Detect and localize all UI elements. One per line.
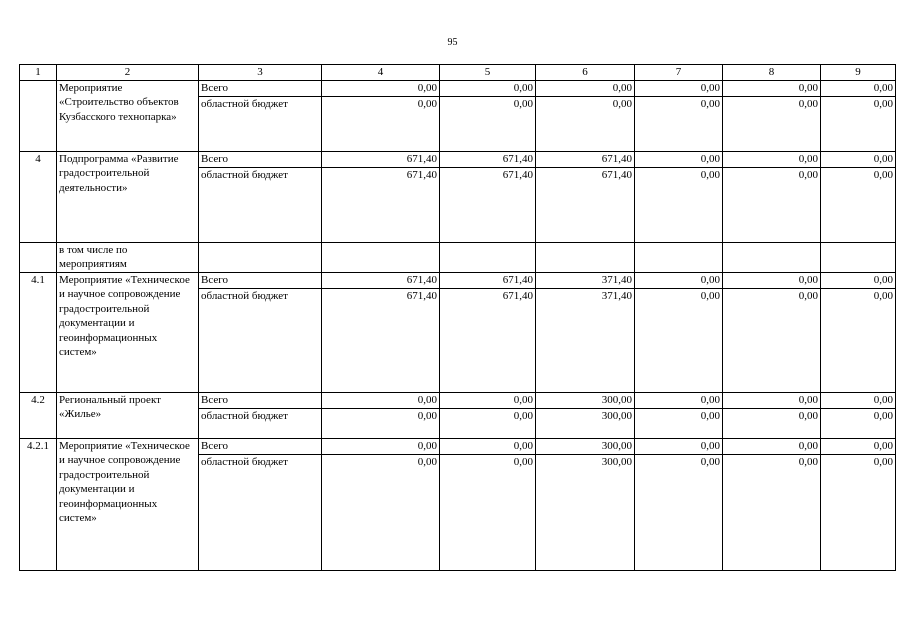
table-row — [20, 80, 896, 96]
funding-source: Всего — [199, 151, 322, 167]
page-number: 95 — [447, 37, 458, 48]
column-header: 2 — [57, 65, 199, 81]
value-cell: 0,00 — [723, 96, 821, 151]
value-cell: 671,40 — [440, 288, 536, 392]
column-header: 7 — [635, 65, 723, 81]
row-name: Мероприятие «Строительство объектов Кузбасского технопарка» — [57, 80, 199, 151]
row-code — [20, 242, 57, 272]
row-code: 4 — [20, 151, 57, 242]
value-cell: 0,00 — [723, 151, 821, 167]
value-cell: 0,00 — [440, 80, 536, 96]
value-cell: 0,00 — [723, 272, 821, 288]
value-cell: 0,00 — [723, 392, 821, 408]
value-cell: 0,00 — [322, 392, 440, 408]
table-row — [20, 438, 896, 454]
value-cell: 0,00 — [821, 151, 896, 167]
table-row — [20, 392, 896, 408]
value-cell: 300,00 — [536, 408, 635, 438]
empty-cell — [536, 242, 635, 272]
row-name: в том числе по мероприятиям — [57, 242, 199, 272]
value-cell: 0,00 — [635, 96, 723, 151]
funding-source: Всего — [199, 392, 322, 408]
value-cell: 0,00 — [723, 80, 821, 96]
value-cell: 671,40 — [322, 167, 440, 242]
funding-source: областной бюджет — [199, 408, 322, 438]
value-cell: 0,00 — [821, 80, 896, 96]
column-header: 5 — [440, 65, 536, 81]
funding-source: областной бюджет — [199, 288, 322, 392]
value-cell: 0,00 — [821, 96, 896, 151]
funding-source: Всего — [199, 80, 322, 96]
row-name: Подпрограмма «Развитие градостроительной деятельности» — [57, 151, 199, 242]
empty-cell — [199, 242, 322, 272]
value-cell: 0,00 — [440, 392, 536, 408]
column-header: 3 — [199, 65, 322, 81]
funding-source: областной бюджет — [199, 167, 322, 242]
value-cell: 0,00 — [821, 438, 896, 454]
value-cell: 671,40 — [440, 151, 536, 167]
value-cell: 0,00 — [821, 408, 896, 438]
value-cell: 0,00 — [635, 392, 723, 408]
value-cell: 0,00 — [821, 288, 896, 392]
value-cell: 0,00 — [322, 438, 440, 454]
empty-cell — [322, 242, 440, 272]
value-cell: 300,00 — [536, 392, 635, 408]
value-cell: 0,00 — [723, 288, 821, 392]
value-cell: 0,00 — [635, 408, 723, 438]
value-cell: 0,00 — [723, 438, 821, 454]
table-row — [20, 242, 896, 272]
table-row — [20, 151, 896, 167]
value-cell: 371,40 — [536, 272, 635, 288]
header-row — [20, 65, 896, 81]
column-header: 9 — [821, 65, 896, 81]
value-cell: 0,00 — [440, 96, 536, 151]
value-cell: 0,00 — [635, 167, 723, 242]
value-cell: 0,00 — [635, 151, 723, 167]
value-cell: 0,00 — [723, 167, 821, 242]
value-cell: 671,40 — [322, 151, 440, 167]
value-cell: 671,40 — [536, 167, 635, 242]
empty-cell — [821, 242, 896, 272]
value-cell: 0,00 — [536, 80, 635, 96]
column-header: 4 — [322, 65, 440, 81]
value-cell: 0,00 — [821, 272, 896, 288]
value-cell: 0,00 — [821, 392, 896, 408]
value-cell: 371,40 — [536, 288, 635, 392]
row-name: Региональный проект «Жилье» — [57, 392, 199, 438]
value-cell: 0,00 — [322, 454, 440, 570]
value-cell: 300,00 — [536, 438, 635, 454]
value-cell: 671,40 — [440, 272, 536, 288]
funding-source: Всего — [199, 438, 322, 454]
budget-table — [19, 64, 896, 571]
value-cell: 0,00 — [821, 167, 896, 242]
value-cell: 671,40 — [322, 272, 440, 288]
value-cell: 300,00 — [536, 454, 635, 570]
value-cell: 0,00 — [723, 408, 821, 438]
value-cell: 0,00 — [322, 408, 440, 438]
row-name: Мероприятие «Техническое и научное сопровождение градостроительной документации и геоинформационных систем» — [57, 272, 199, 392]
value-cell: 0,00 — [821, 454, 896, 570]
value-cell: 0,00 — [440, 454, 536, 570]
empty-cell — [440, 242, 536, 272]
value-cell: 671,40 — [322, 288, 440, 392]
empty-cell — [635, 242, 723, 272]
funding-source: Всего — [199, 272, 322, 288]
value-cell: 0,00 — [322, 96, 440, 151]
funding-source: областной бюджет — [199, 454, 322, 570]
funding-source: областной бюджет — [199, 96, 322, 151]
value-cell: 0,00 — [536, 96, 635, 151]
value-cell: 0,00 — [723, 454, 821, 570]
value-cell: 0,00 — [635, 272, 723, 288]
value-cell: 0,00 — [635, 80, 723, 96]
value-cell: 0,00 — [635, 288, 723, 392]
value-cell: 671,40 — [536, 151, 635, 167]
row-code: 4.2 — [20, 392, 57, 438]
row-code: 4.2.1 — [20, 438, 57, 570]
row-code — [20, 80, 57, 151]
row-code: 4.1 — [20, 272, 57, 392]
empty-cell — [723, 242, 821, 272]
value-cell: 0,00 — [635, 438, 723, 454]
value-cell: 0,00 — [440, 438, 536, 454]
value-cell: 0,00 — [635, 454, 723, 570]
column-header: 6 — [536, 65, 635, 81]
row-name: Мероприятие «Техническое и научное сопровождение градостроительной документации и геоинформационных систем» — [57, 438, 199, 570]
value-cell: 0,00 — [440, 408, 536, 438]
column-header: 1 — [20, 65, 57, 81]
value-cell: 671,40 — [440, 167, 536, 242]
column-header: 8 — [723, 65, 821, 81]
value-cell: 0,00 — [322, 80, 440, 96]
table-row — [20, 272, 896, 288]
